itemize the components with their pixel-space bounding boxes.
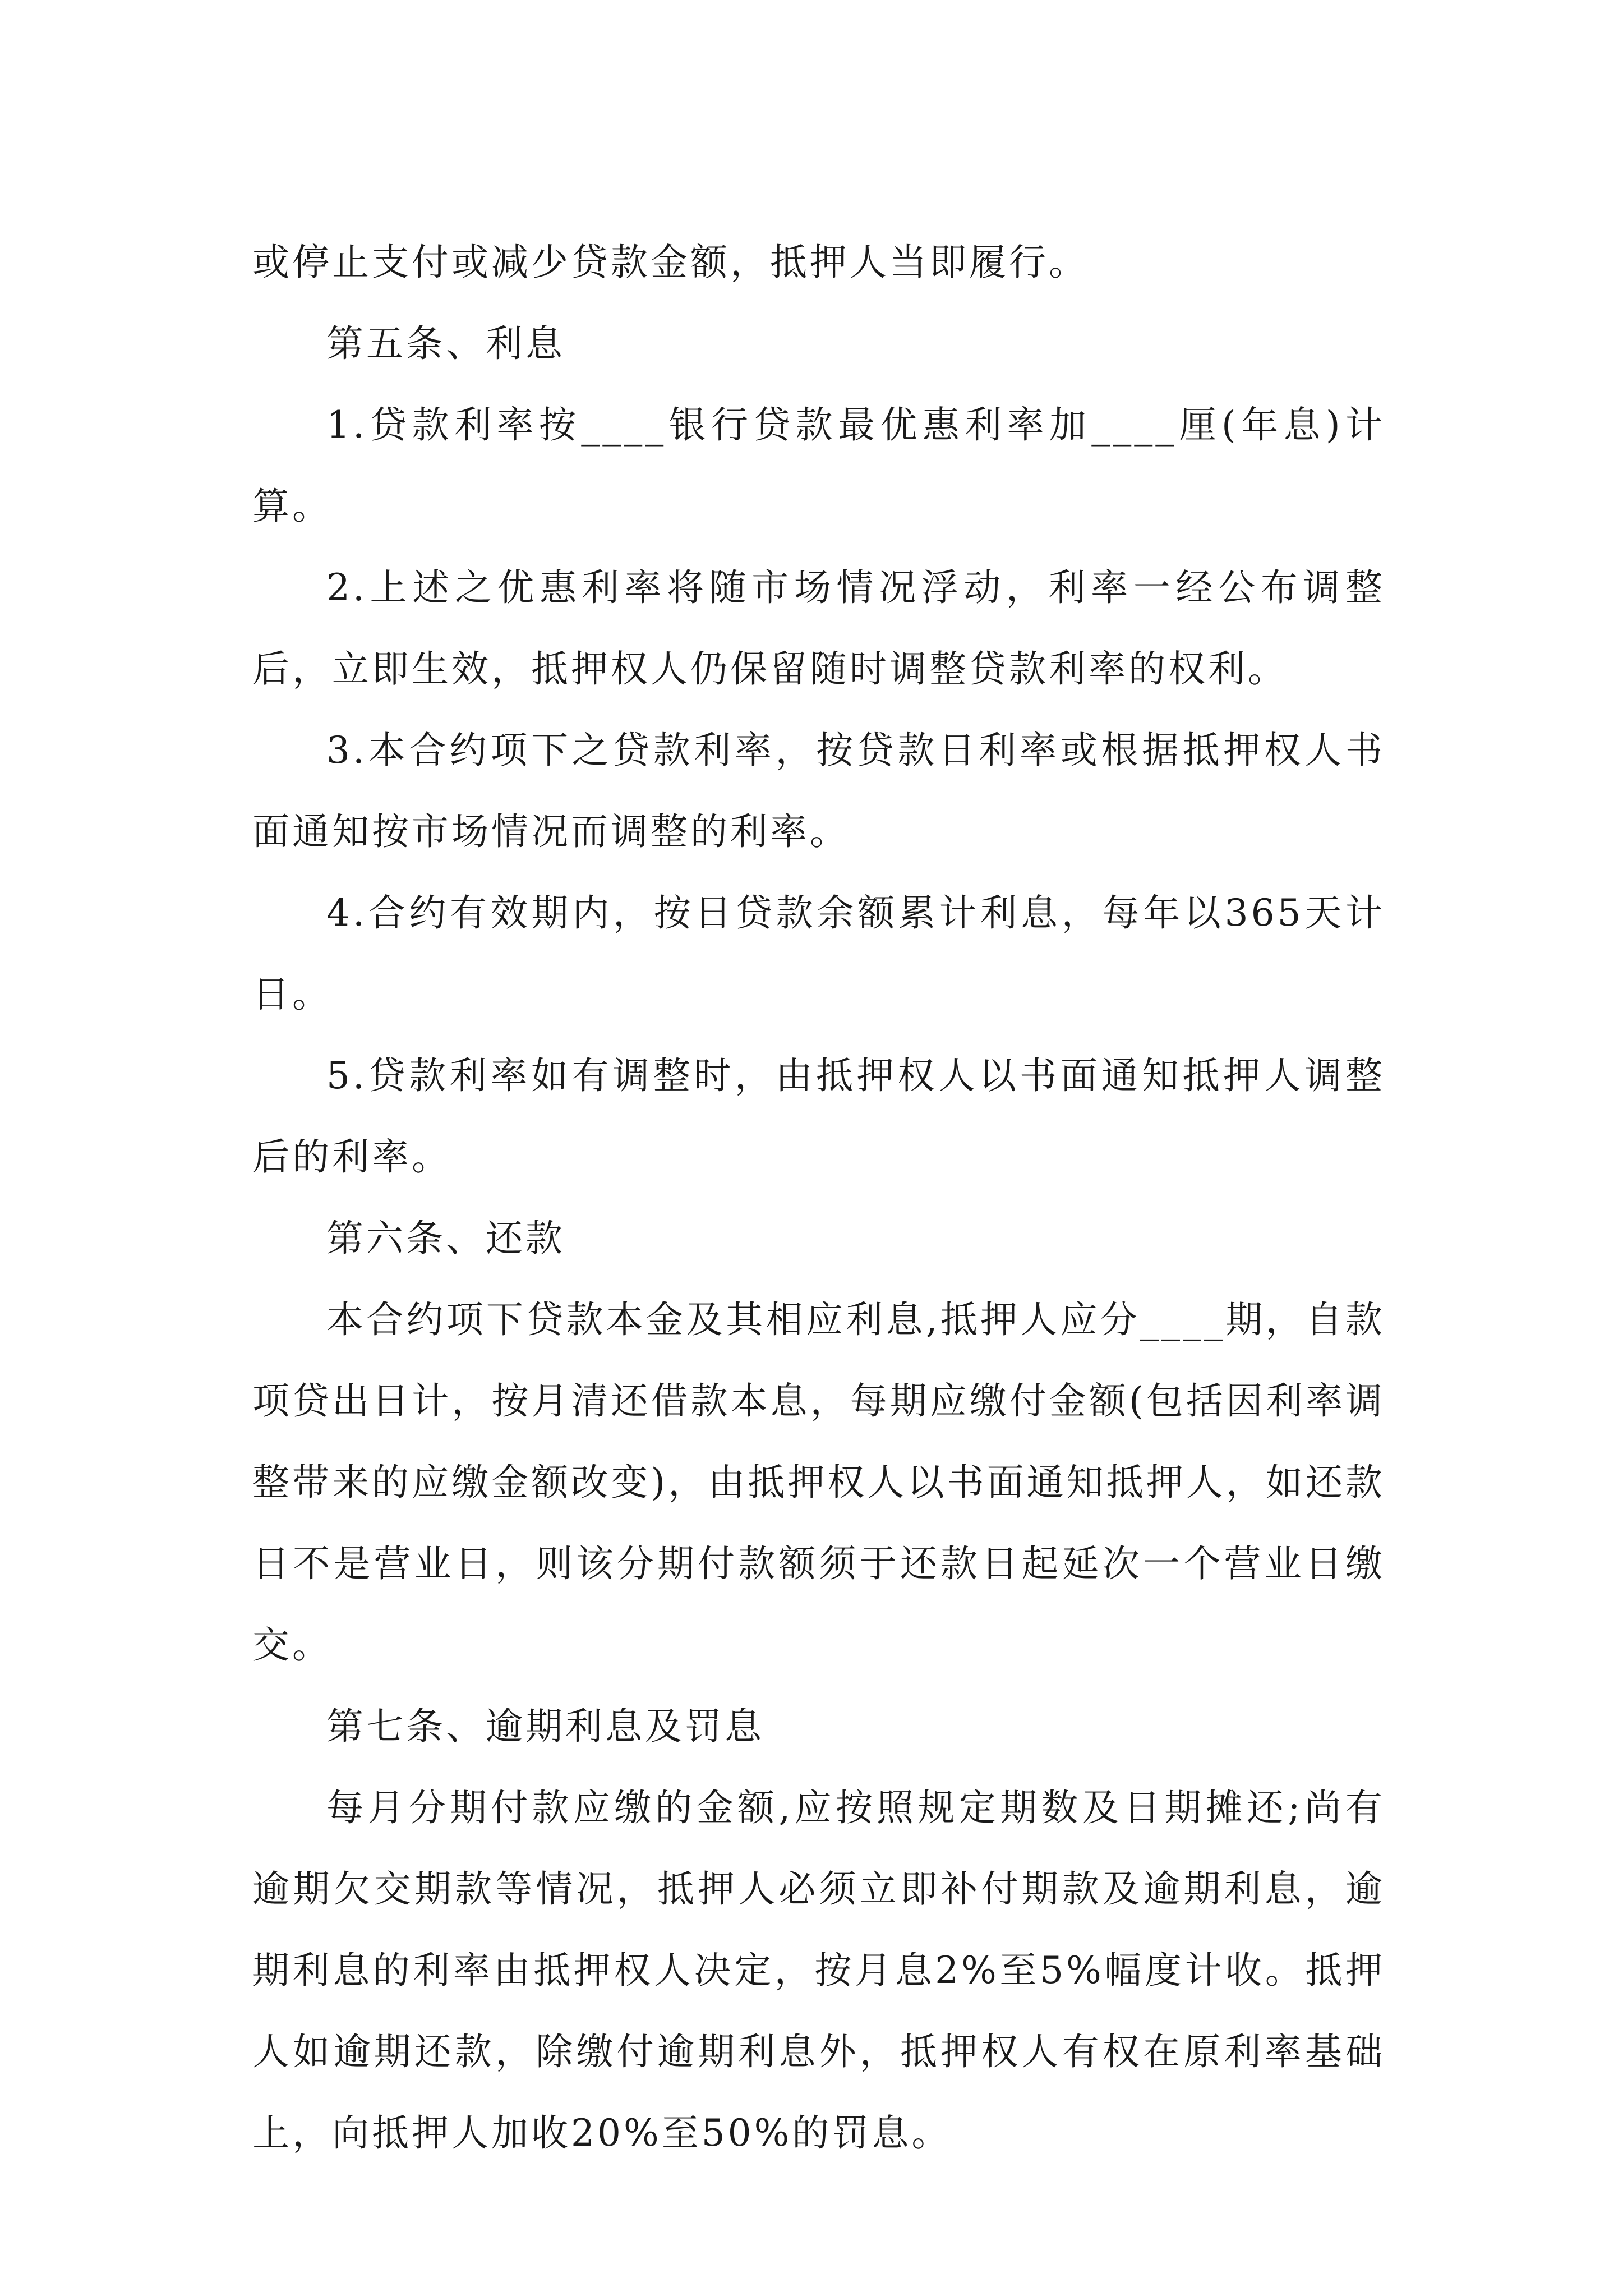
document-page (252, 222, 1385, 2174)
article-7-heading: 第七条、逾期利息及罚息 (326, 1705, 764, 1748)
article-5-clause-1: 1.贷款利率按____银行贷款最优惠利率加____厘(年息)计算。 (252, 403, 1385, 528)
article-5-clause-2: 2.上述之优惠利率将随市场情况浮动，利率一经公布调整后，立即生效，抵押权人仍保留随时调整贷款利率的权利。 (252, 566, 1385, 691)
article-5-clause-4: 4.合约有效期内，按日贷款余额累计利息，每年以365天计日。 (252, 891, 1385, 1016)
paragraph-continuation: 或停止支付或减少贷款金额，抵押人当即履行。 (252, 241, 1089, 284)
article-5-clause-3: 3.本合约项下之贷款利率，按贷款日利率或根据抵押权人书面通知按市场情况而调整的利率。 (252, 729, 1385, 853)
article-6-heading: 第六条、还款 (326, 1217, 565, 1260)
article-5-clause-5: 5.贷款利率如有调整时，由抵押权人以书面通知抵押人调整后的利率。 (252, 1054, 1385, 1179)
article-6-body: 本合约项下贷款本金及其相应利息,抵押人应分____期，自款项贷出日计，按月清还借款本息，每期应缴付金额(包括因利率调整带来的应缴金额改变)，由抵押权人以书面通知抵押人，如还款日不是营业日，则该分期付款额须于还款日起延次一个营业日缴交。 (252, 1298, 1385, 1667)
article-5-heading: 第五条、利息 (326, 322, 565, 365)
article-7-body: 每月分期付款应缴的金额,应按照规定期数及日期摊还;尚有逾期欠交期款等情况，抵押人必须立即补付期款及逾期利息，逾期利息的利率由抵押权人决定，按月息2%至5%幅度计收。抵押人如逾期还款，除缴付逾期利息外，抵押权人有权在原利率基础上，向抵押人加收20%至50%的罚息。 (252, 1786, 1385, 2155)
